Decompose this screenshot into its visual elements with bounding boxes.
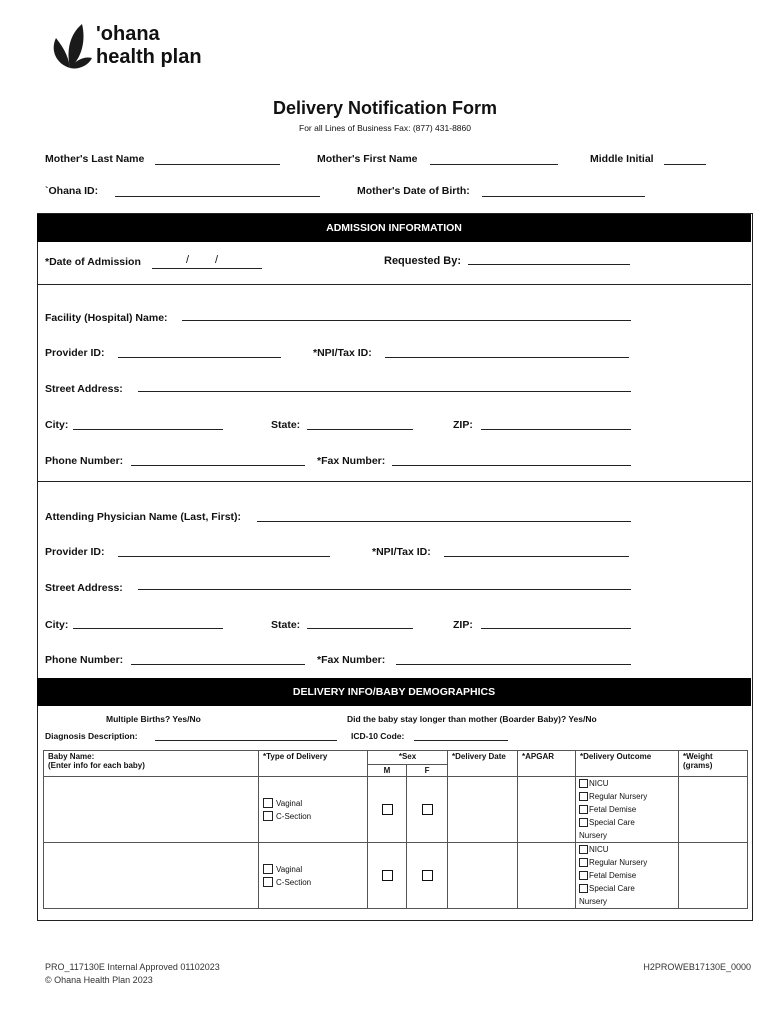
regular-nursery-label: Regular Nursery — [589, 792, 648, 801]
sex-f-checkbox[interactable] — [422, 870, 433, 881]
facility-zip-field[interactable] — [481, 429, 631, 430]
mother-first-name-label: Mother's First Name — [317, 153, 418, 165]
sex-m-checkbox[interactable] — [382, 804, 393, 815]
nicu-label: NICU — [589, 845, 609, 854]
regular-nursery-checkbox[interactable] — [579, 858, 588, 867]
icd-field[interactable] — [414, 740, 508, 741]
facility-zip-label: ZIP: — [453, 419, 473, 431]
physician-provider-id-label: Provider ID: — [45, 546, 105, 558]
table-row — [44, 843, 748, 909]
facility-phone-field[interactable] — [131, 465, 305, 466]
date-separator: / — [186, 254, 190, 266]
col-sex-header: *Sex — [368, 751, 448, 765]
col-date-header: *Delivery Date — [448, 751, 518, 777]
footer-copyright: © Ohana Health Plan 2023 — [45, 975, 153, 985]
physician-city-label: City: — [45, 619, 69, 631]
icd-label: ICD-10 Code: — [351, 731, 405, 741]
delivery-date-cell[interactable] — [448, 843, 518, 909]
page-title: Delivery Notification Form — [272, 98, 498, 118]
facility-street-field[interactable] — [138, 391, 631, 392]
csection-label: C-Section — [276, 811, 312, 821]
mother-first-name-field[interactable] — [430, 164, 558, 165]
col-outcome-header: *Delivery Outcome — [576, 751, 679, 777]
admission-section-title: ADMISSION INFORMATION — [326, 222, 462, 234]
vaginal-label: Vaginal — [276, 864, 303, 874]
facility-street-label: Street Address: — [45, 383, 123, 395]
footer-approval: PRO_117130E Internal Approved 01102023 — [45, 962, 220, 972]
vaginal-checkbox[interactable] — [263, 798, 273, 808]
fetal-demise-checkbox[interactable] — [579, 805, 588, 814]
facility-state-field[interactable] — [307, 429, 413, 430]
csection-checkbox[interactable] — [263, 877, 273, 887]
csection-checkbox[interactable] — [263, 811, 273, 821]
date-separator: / — [215, 254, 219, 266]
physician-state-field[interactable] — [307, 628, 413, 629]
delivery-type-cell — [259, 843, 368, 909]
regular-nursery-checkbox[interactable] — [579, 792, 588, 801]
delivery-section-bar — [37, 678, 751, 706]
nicu-label: NICU — [589, 779, 609, 788]
sex-f-cell — [407, 843, 448, 909]
col-baby-sub: (Enter info for each baby) — [48, 761, 145, 770]
col-baby-name: Baby Name: — [48, 752, 95, 761]
physician-fax-field[interactable] — [396, 664, 631, 665]
requested-by-field[interactable] — [468, 264, 630, 265]
diagnosis-label: Diagnosis Description: — [45, 731, 138, 741]
col-f-header: F — [407, 765, 448, 777]
baby-name-cell[interactable] — [44, 777, 259, 843]
physician-name-field[interactable] — [257, 521, 631, 522]
vaginal-checkbox[interactable] — [263, 864, 273, 874]
weight-cell[interactable] — [679, 843, 748, 909]
physician-fax-label: *Fax Number: — [317, 654, 386, 666]
nursery-label: Nursery — [579, 897, 608, 906]
vaginal-label: Vaginal — [276, 798, 303, 808]
weight-cell[interactable] — [679, 777, 748, 843]
physician-street-field[interactable] — [138, 589, 631, 590]
physician-zip-field[interactable] — [481, 628, 631, 629]
facility-name-label: Facility (Hospital) Name: — [45, 312, 168, 324]
sex-m-cell — [368, 777, 407, 843]
physician-state-label: State: — [271, 619, 301, 631]
admission-section-bar — [37, 214, 751, 242]
facility-fax-label: *Fax Number: — [317, 455, 386, 467]
fax-subtitle: For all Lines of Business Fax: (877) 431-8860 — [299, 123, 471, 133]
facility-provider-id-field[interactable] — [118, 357, 281, 358]
physician-phone-field[interactable] — [131, 664, 305, 665]
apgar-cell[interactable] — [518, 777, 576, 843]
admission-date-field[interactable] — [152, 268, 262, 269]
physician-city-field[interactable] — [73, 628, 223, 629]
col-weight-header: *Weight (grams) — [679, 751, 748, 777]
middle-initial-label: Middle Initial — [590, 153, 654, 165]
facility-fax-field[interactable] — [392, 465, 631, 466]
multiple-births-label: Multiple Births? Yes/No — [106, 714, 201, 724]
physician-npi-label: *NPI/Tax ID: — [372, 546, 431, 558]
facility-city-label: City: — [45, 419, 69, 431]
table-row — [44, 777, 748, 843]
physician-street-label: Street Address: — [45, 582, 123, 594]
baby-table — [43, 750, 748, 909]
section-divider — [37, 284, 751, 285]
csection-label: C-Section — [276, 877, 312, 887]
physician-npi-field[interactable] — [444, 556, 629, 557]
requested-by-label: Requested By: — [384, 255, 462, 267]
logo-line1: 'ohana — [96, 23, 160, 45]
nicu-checkbox[interactable] — [579, 779, 588, 788]
fetal-demise-label: Fetal Demise — [589, 871, 637, 880]
physician-phone-label: Phone Number: — [45, 654, 124, 666]
mother-last-name-field[interactable] — [155, 164, 280, 165]
delivery-section-title: DELIVERY INFO/BABY DEMOGRAPHICS — [292, 686, 496, 698]
special-care-label: Special Care — [589, 818, 635, 827]
fetal-demise-label: Fetal Demise — [589, 805, 637, 814]
middle-initial-field[interactable] — [664, 164, 706, 165]
outcome-cell — [576, 843, 679, 909]
outcome-cell — [576, 777, 679, 843]
nursery-label: Nursery — [579, 831, 608, 840]
special-care-label: Special Care — [589, 884, 635, 893]
special-care-checkbox[interactable] — [579, 818, 588, 827]
diagnosis-field[interactable] — [155, 740, 337, 741]
sex-m-checkbox[interactable] — [382, 870, 393, 881]
physician-provider-id-field[interactable] — [118, 556, 330, 557]
facility-npi-label: *NPI/Tax ID: — [313, 347, 372, 359]
apgar-cell[interactable] — [518, 843, 576, 909]
special-care-checkbox[interactable] — [579, 884, 588, 893]
fetal-demise-checkbox[interactable] — [579, 871, 588, 880]
leaf-logo-icon — [48, 20, 92, 72]
facility-name-field[interactable] — [182, 320, 631, 321]
section-divider — [37, 481, 751, 482]
nicu-checkbox[interactable] — [579, 845, 588, 854]
sex-f-cell — [407, 777, 448, 843]
regular-nursery-label: Regular Nursery — [589, 858, 648, 867]
footer-doc-code: H2PROWEB17130E_0000 — [643, 962, 751, 972]
mother-last-name-label: Mother's Last Name — [45, 153, 145, 165]
delivery-type-cell — [259, 777, 368, 843]
facility-npi-field[interactable] — [385, 357, 629, 358]
logo-line2: health plan — [96, 46, 202, 68]
baby-name-cell[interactable] — [44, 843, 259, 909]
boarder-baby-label: Did the baby stay longer than mother (Boarder Baby)? Yes/No — [347, 714, 597, 724]
col-baby-header — [44, 751, 259, 777]
mother-dob-field[interactable] — [482, 196, 645, 197]
ohana-id-field[interactable] — [115, 196, 320, 197]
col-type-header: *Type of Delivery — [259, 751, 368, 777]
ohana-id-label: `Ohana ID: — [45, 185, 99, 197]
physician-name-label: Attending Physician Name (Last, First): — [45, 511, 242, 523]
facility-state-label: State: — [271, 419, 301, 431]
logo — [48, 20, 248, 76]
sex-f-checkbox[interactable] — [422, 804, 433, 815]
delivery-date-cell[interactable] — [448, 777, 518, 843]
mother-dob-label: Mother's Date of Birth: — [357, 185, 470, 197]
facility-provider-id-label: Provider ID: — [45, 347, 105, 359]
physician-zip-label: ZIP: — [453, 619, 473, 631]
facility-phone-label: Phone Number: — [45, 455, 124, 467]
facility-city-field[interactable] — [73, 429, 223, 430]
sex-m-cell — [368, 843, 407, 909]
col-apgar-header: *APGAR — [518, 751, 576, 777]
col-m-header: M — [368, 765, 407, 777]
admission-date-label: *Date of Admission — [45, 256, 141, 268]
